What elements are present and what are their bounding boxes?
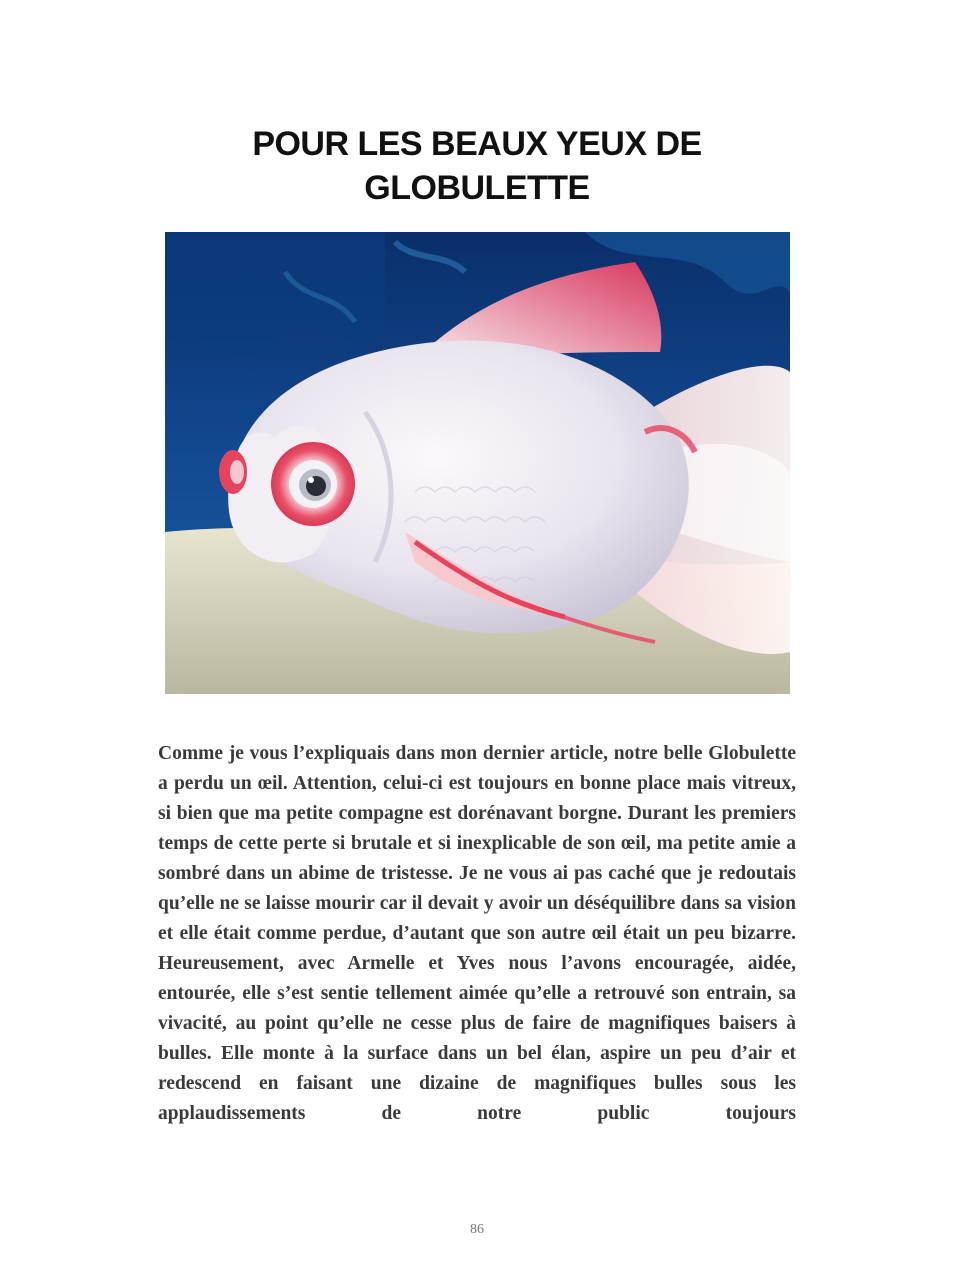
page-number: 86 xyxy=(470,1222,484,1237)
page-title xyxy=(160,122,794,210)
body-paragraph: Comme je vous l’expliquais dans mon dernier article, notre belle Globulette a perdu un œil. Attention, celui-ci est toujours en bonne place mais vitreux, si bien que ma petite compagne est dorénavant borgne. Durant les premiers temps de cette perte si brutale et si inexplicable de son œil, ma petite amie a sombré dans un abime de tristesse. Je ne vous ai pas caché que je redoutais qu’elle ne se laisse mourir car il devait y avoir un déséquilibre dans sa vision et elle était comme perdue, d’autant que son autre œil était un peu bizarre. Heureusement, avec Armelle et Yves nous l’avons encouragée, aidée, entourée, elle s’est sentie tellement aimée qu’elle a retrouvé son entrain, sa vivacité, au point qu’elle ne cesse plus de faire de magnifiques baisers à bulles. Elle monte à la surface dans un bel élan, aspire un peu d’air et redescend en faisant une dizaine de magnifiques bulles sous les applaudissements de notre public toujours xyxy=(158,743,796,1124)
goldfish-photo xyxy=(165,232,790,694)
title-line-2: GLOBULETTE xyxy=(364,169,590,207)
title-line-1: POUR LES BEAUX YEUX DE xyxy=(252,125,702,163)
